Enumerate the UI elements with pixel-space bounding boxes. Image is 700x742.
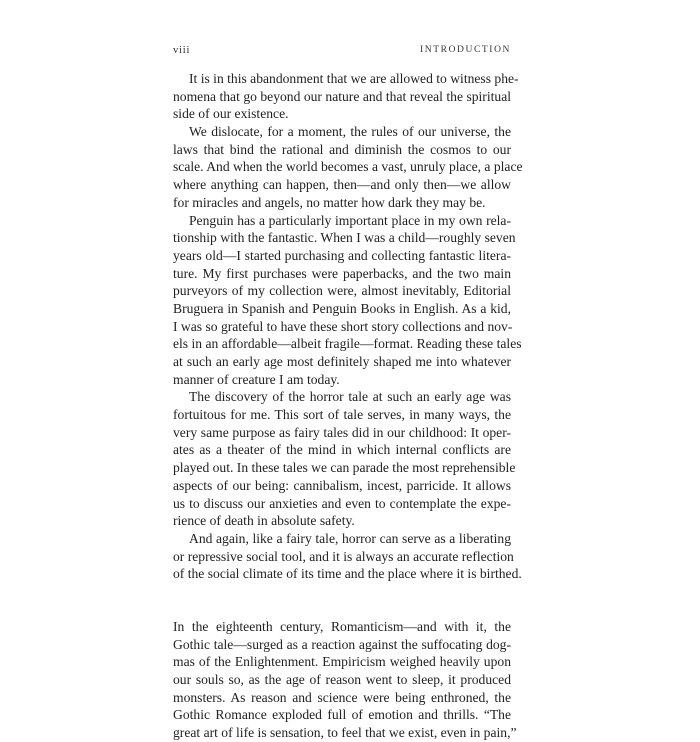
text-line: We dislocate, for a moment, the rules of our universe, the <box>189 124 511 140</box>
text-line: monsters. As reason and science were being enthroned, the <box>173 689 511 705</box>
text-line: at such an early age most definitely shaped me into whatever <box>173 354 511 369</box>
text-line: laws that bind the rational and diminish the cosmos to our <box>173 141 511 157</box>
text-line: where anything can happen, then—and only then—we allow <box>173 177 511 193</box>
paragraph <box>173 388 516 530</box>
text-line: purveyors of my collection were, almost inevitably, Editorial <box>173 283 511 299</box>
text-line: I was so grateful to have these short story collections and nov- <box>173 318 513 334</box>
text-line: Penguin has a particularly important place in my own rela- <box>189 212 511 228</box>
text-line: manner of creature I am today. <box>173 371 340 387</box>
text-line: tionship with the fantastic. When I was a child—roughly seven <box>173 230 516 246</box>
text-line: fortuitous for me. This sort of tale serves, in many ways, the <box>173 407 511 423</box>
text-line: great art of life is sensation, to feel that we exist, even in pain,” <box>173 725 517 741</box>
paragraph <box>173 123 523 211</box>
text-line: els in an affordable—albeit fragile—format. Reading these tales <box>173 336 522 352</box>
section-title: INTRODUCTION <box>420 45 511 55</box>
text-line: The discovery of the horror tale at such an early age was <box>189 389 511 405</box>
text-line: It is in this abandonment that we are allowed to witness phe- <box>189 71 519 86</box>
text-line: side of our existence. <box>173 106 289 122</box>
body-text <box>173 70 523 742</box>
text-line: nomena that go beyond our nature and that reveal the spiritual <box>173 88 511 104</box>
text-line: played out. In these tales we can parade the most reprehensible <box>173 460 516 476</box>
text-line: us to discuss our anxieties and even to contemplate the expe- <box>173 495 511 511</box>
text-line: for miracles and angels, no matter how dark they may be. <box>173 194 486 210</box>
text-line: aspects of our being: cannibalism, incest, parricide. It allows <box>173 477 511 493</box>
section-break <box>173 583 511 618</box>
running-head <box>173 45 511 59</box>
text-line: Gothic Romance exploded full of emotion and thrills. “The <box>173 707 511 723</box>
text-line: or repressive social tool, and it is always an accurate reflection <box>173 548 514 564</box>
text-line: mas of the Enlightenment. Empiricism weighed heavily upon <box>173 654 511 670</box>
text-line: of the social climate of its time and the place where it is birthed. <box>173 566 522 582</box>
text-line: very same purpose as fairy tales did in our childhood: It oper- <box>173 424 511 440</box>
text-line: scale. And when the world becomes a vast, unruly place, a place <box>173 159 523 175</box>
text-line: Gothic tale—surged as a reaction against the suffocating dog- <box>173 636 511 652</box>
paragraph <box>173 530 522 583</box>
paragraph <box>173 212 522 389</box>
text-line: ates as a theater of the mind in which internal conflicts are <box>173 442 511 458</box>
text-line: In the eighteenth century, Romanticism—and with it, the <box>173 618 511 634</box>
text-line: And again, like a fairy tale, horror can serve as a liberating <box>189 530 511 546</box>
text-line: rience of death in absolute safety. <box>173 513 355 529</box>
text-line: Bruguera in Spanish and Penguin Books in English. As a kid, <box>173 300 511 316</box>
page-number: viii <box>173 45 191 56</box>
paragraph <box>173 70 519 123</box>
text-line: years old—I started purchasing and collecting fantastic litera- <box>173 247 511 263</box>
text-line: our souls so, as the age of reason went to sleep, it produced <box>173 672 511 687</box>
text-line: ture. My first purchases were paperbacks, and the two main <box>173 265 511 281</box>
paragraph <box>173 618 517 742</box>
